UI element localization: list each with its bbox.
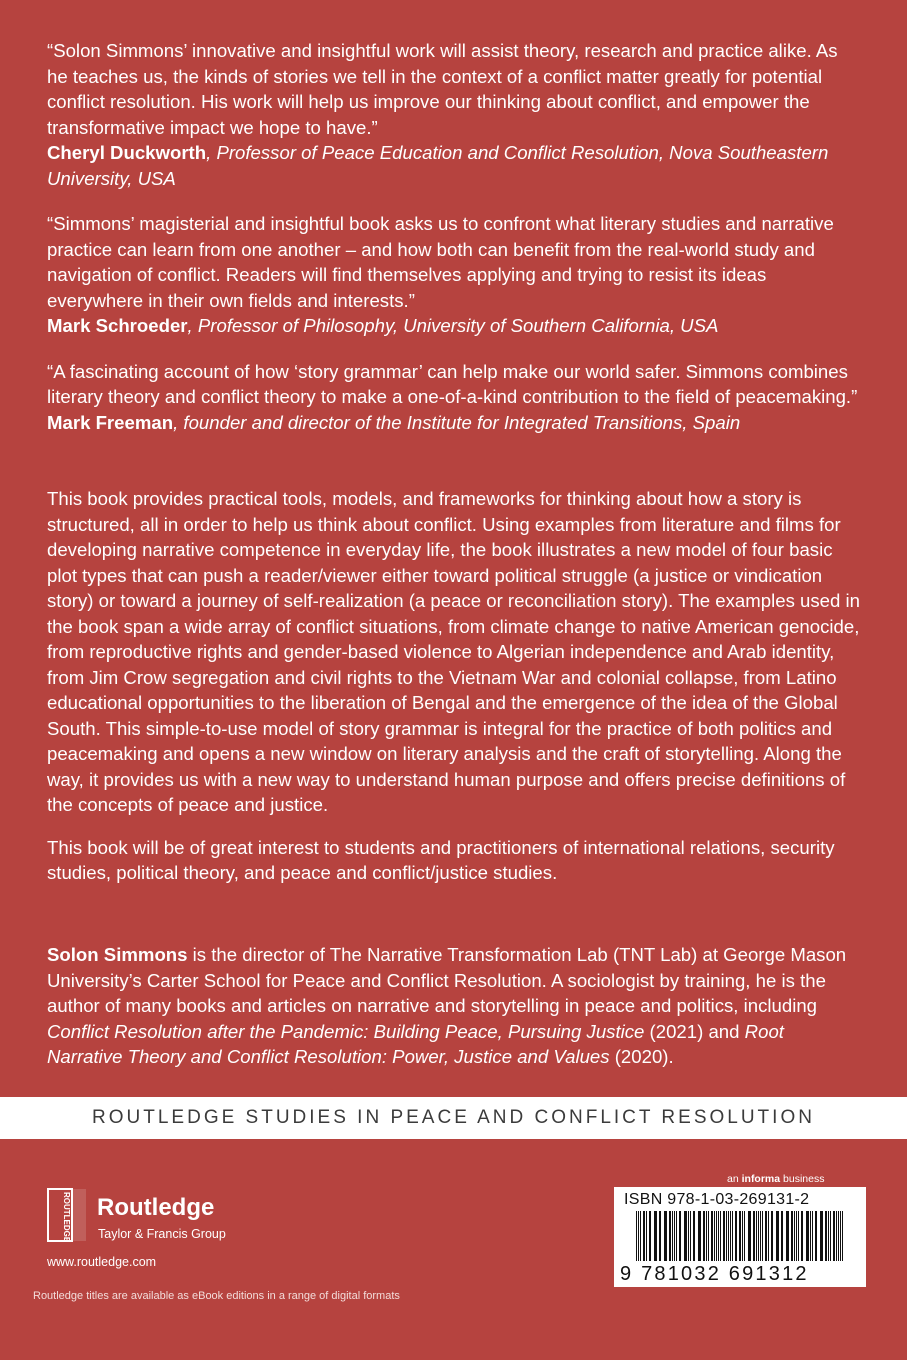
barcode-bar <box>801 1211 803 1261</box>
bio-text: is the director of The Narrative Transformation Lab (TNT Lab) at George Mason University’s Carter School for Peace and Conflict Resolution. A sociologist by training, he is the author of many books and articles on narrative and storytelling in peace and politics, including <box>47 944 847 1016</box>
barcode-bar <box>798 1211 799 1261</box>
endorsement-attribution <box>47 313 863 339</box>
barcode-bars <box>622 1211 858 1261</box>
barcode-bar <box>669 1211 671 1261</box>
barcode-bar <box>786 1211 789 1261</box>
informa-tagline <box>727 1173 824 1185</box>
barcode-bar <box>742 1211 743 1261</box>
barcode-bar <box>744 1211 745 1261</box>
description-paragraph: This book will be of great interest to students and practitioners of international relations, security studies, political theory, and peace and conflict/justice studies. <box>47 836 835 883</box>
barcode-bar <box>646 1211 647 1261</box>
series-title: ROUTLEDGE STUDIES IN PEACE AND CONFLICT RESOLUTION <box>92 1107 815 1128</box>
informa-suffix: business <box>780 1173 825 1185</box>
barcode-bar <box>840 1211 841 1261</box>
barcode-bar <box>812 1211 813 1261</box>
routledge-logo-icon <box>47 1188 87 1242</box>
endorser-name: Mark Schroeder <box>47 315 188 336</box>
barcode-bar <box>640 1211 641 1261</box>
barcode-bar <box>730 1211 731 1261</box>
barcode-bar <box>768 1211 769 1261</box>
barcode-bar <box>796 1211 797 1261</box>
barcode-bar <box>794 1211 795 1261</box>
isbn-label: ISBN 978-1-03-269131-2 <box>624 1191 810 1208</box>
ebook-note: Routledge titles are available as eBook editions in a range of digital formats <box>33 1290 400 1302</box>
barcode-bar <box>830 1211 831 1261</box>
author-bio <box>47 942 863 1070</box>
barcode-bar <box>815 1211 817 1261</box>
bio-text: (2021) and <box>644 1020 745 1042</box>
barcode-bar <box>760 1211 761 1261</box>
barcode-bar <box>765 1211 767 1261</box>
barcode-bar <box>732 1211 733 1261</box>
barcode-bar <box>708 1211 709 1261</box>
barcode-bar <box>659 1211 661 1261</box>
barcode-bar <box>643 1211 645 1261</box>
barcode-bar <box>756 1211 757 1261</box>
barcode-bar <box>836 1211 837 1261</box>
barcode-bar <box>636 1211 637 1261</box>
endorsement-text: “A fascinating account of how ‘story grammar’ can help make our world safer. Simmons combines literary theory and conflict theory to make a one-of-a-kind contribution to the field of peacemaking.” <box>47 360 858 407</box>
barcode-bar <box>714 1211 715 1261</box>
endorsement-2 <box>47 211 863 339</box>
barcode-bar <box>762 1211 763 1261</box>
series-banner <box>0 1097 907 1139</box>
barcode-bar <box>771 1211 773 1261</box>
barcode-bar <box>672 1211 673 1261</box>
barcode-bar <box>638 1211 639 1261</box>
barcode-bar <box>679 1211 681 1261</box>
barcode-bar <box>664 1211 667 1261</box>
author-name: Solon Simmons <box>47 944 188 965</box>
barcode-bar <box>684 1211 687 1261</box>
barcode-bar <box>825 1211 827 1261</box>
barcode <box>614 1187 866 1287</box>
endorsement-3 <box>47 359 863 436</box>
barcode-bar <box>833 1211 835 1261</box>
barcode-bar <box>698 1211 701 1261</box>
barcode-bar <box>791 1211 793 1261</box>
bio-paragraph <box>47 942 863 1070</box>
barcode-bar <box>735 1211 737 1261</box>
barcode-bar <box>690 1211 691 1261</box>
barcode-bar <box>728 1211 729 1261</box>
barcode-bar <box>688 1211 689 1261</box>
barcode-bar <box>806 1211 809 1261</box>
barcode-bar <box>676 1211 677 1261</box>
barcode-bar <box>726 1211 727 1261</box>
endorsement-text: “Solon Simmons’ innovative and insightful work will assist theory, research and practice alike. As he teaches us, the kinds of stories we tell in the context of a conflict matter greatly for potential conflict resolution. His work will help us improve our thinking about conflict, and empower the transformative impact we hope to have.” <box>47 40 838 138</box>
book-title: Root Narrative Theory and Conflict Resolution: Power, Justice and Values <box>47 1020 784 1067</box>
barcode-bar <box>810 1211 811 1261</box>
barcode-digits: 9 781032 691312 <box>620 1263 809 1285</box>
barcode-bar <box>828 1211 829 1261</box>
publisher-name: Routledge <box>97 1194 215 1221</box>
barcode-bar <box>723 1211 725 1261</box>
barcode-bar <box>716 1211 717 1261</box>
barcode-bar <box>693 1211 695 1261</box>
publisher-url[interactable]: www.routledge.com <box>47 1255 157 1269</box>
endorsement-text: “Simmons’ magisterial and insightful book asks us to confront what literary studies and narrative practice can learn from one another – and how both can benefit from the real-world study and navigation of conflict. Readers will find themselves applying and trying to resist its ideas everywhere in their own fields and interests.” <box>47 213 834 311</box>
logo-vertical-text: ROUTLEDGE <box>62 1192 71 1242</box>
book-title: Conflict Resolution after the Pandemic: Building Peace, Pursuing Justice <box>47 1020 645 1042</box>
barcode-bar <box>753 1211 755 1261</box>
endorsements <box>47 38 863 455</box>
barcode-bar <box>748 1211 751 1261</box>
barcode-bar <box>820 1211 823 1261</box>
barcode-bar <box>720 1211 721 1261</box>
informa-brand: informa <box>741 1173 781 1185</box>
endorser-name: Mark Freeman <box>47 411 174 433</box>
informa-prefix: an <box>727 1173 742 1185</box>
book-description <box>47 486 863 903</box>
barcode-bar <box>718 1211 719 1261</box>
barcode-bar <box>674 1211 675 1261</box>
barcode-bar <box>781 1211 783 1261</box>
endorser-role: , founder and director of the Institute for Integrated Transitions, Spain <box>173 411 741 433</box>
barcode-bar <box>711 1211 713 1261</box>
description-paragraph: This book provides practical tools, models, and frameworks for thinking about how a story is structured, all in order to help us think about conflict. Using examples from literature and films for developing narrative competence in everyday life, the book illustrates a new model of four basic plot types that can push a reader/viewer either toward political struggle (a justice or vindication story) or toward a journey of self-realization (a peace or reconciliation story). The examples used in the book span a wide array of conflict situations, from climate change to native American genocide, from reproductive rights and gender-based violence to Algerian independence and Arab identity, from Jim Crow segregation and civil rights to the Vietnam War and colonial collapse, from Latino educational opportunities to the liberation of Bengal and the emergence of the idea of the Global South. This simple-to-use model of story grammar is integral for the practice of both politics and peacemaking and opens a new window on literary analysis and the craft of storytelling. Along the way, it provides us with a new way to understand human purpose and offers precise definitions of the concepts of peace and justice. <box>47 488 860 815</box>
endorsement-1 <box>47 38 863 191</box>
barcode-bar <box>654 1211 657 1261</box>
barcode-bar <box>838 1211 839 1261</box>
endorser-role: , Professor of Philosophy, University of Southern California, USA <box>187 315 719 336</box>
barcode-bar <box>703 1211 705 1261</box>
endorsement-attribution <box>47 140 863 191</box>
bio-text: (2020). <box>609 1046 674 1067</box>
barcode-bar <box>649 1211 651 1261</box>
barcode-bar <box>758 1211 759 1261</box>
publisher-group: Taylor & Francis Group <box>98 1227 226 1241</box>
endorser-role: , Professor of Peace Education and Conflict Resolution, Nova Southeastern University, USA <box>47 142 829 189</box>
endorsement-attribution <box>47 410 863 436</box>
barcode-bar <box>776 1211 779 1261</box>
barcode-bar <box>706 1211 707 1261</box>
barcode-bar <box>739 1211 741 1261</box>
barcode-bar <box>842 1211 843 1261</box>
endorser-name: Cheryl Duckworth <box>47 142 207 163</box>
